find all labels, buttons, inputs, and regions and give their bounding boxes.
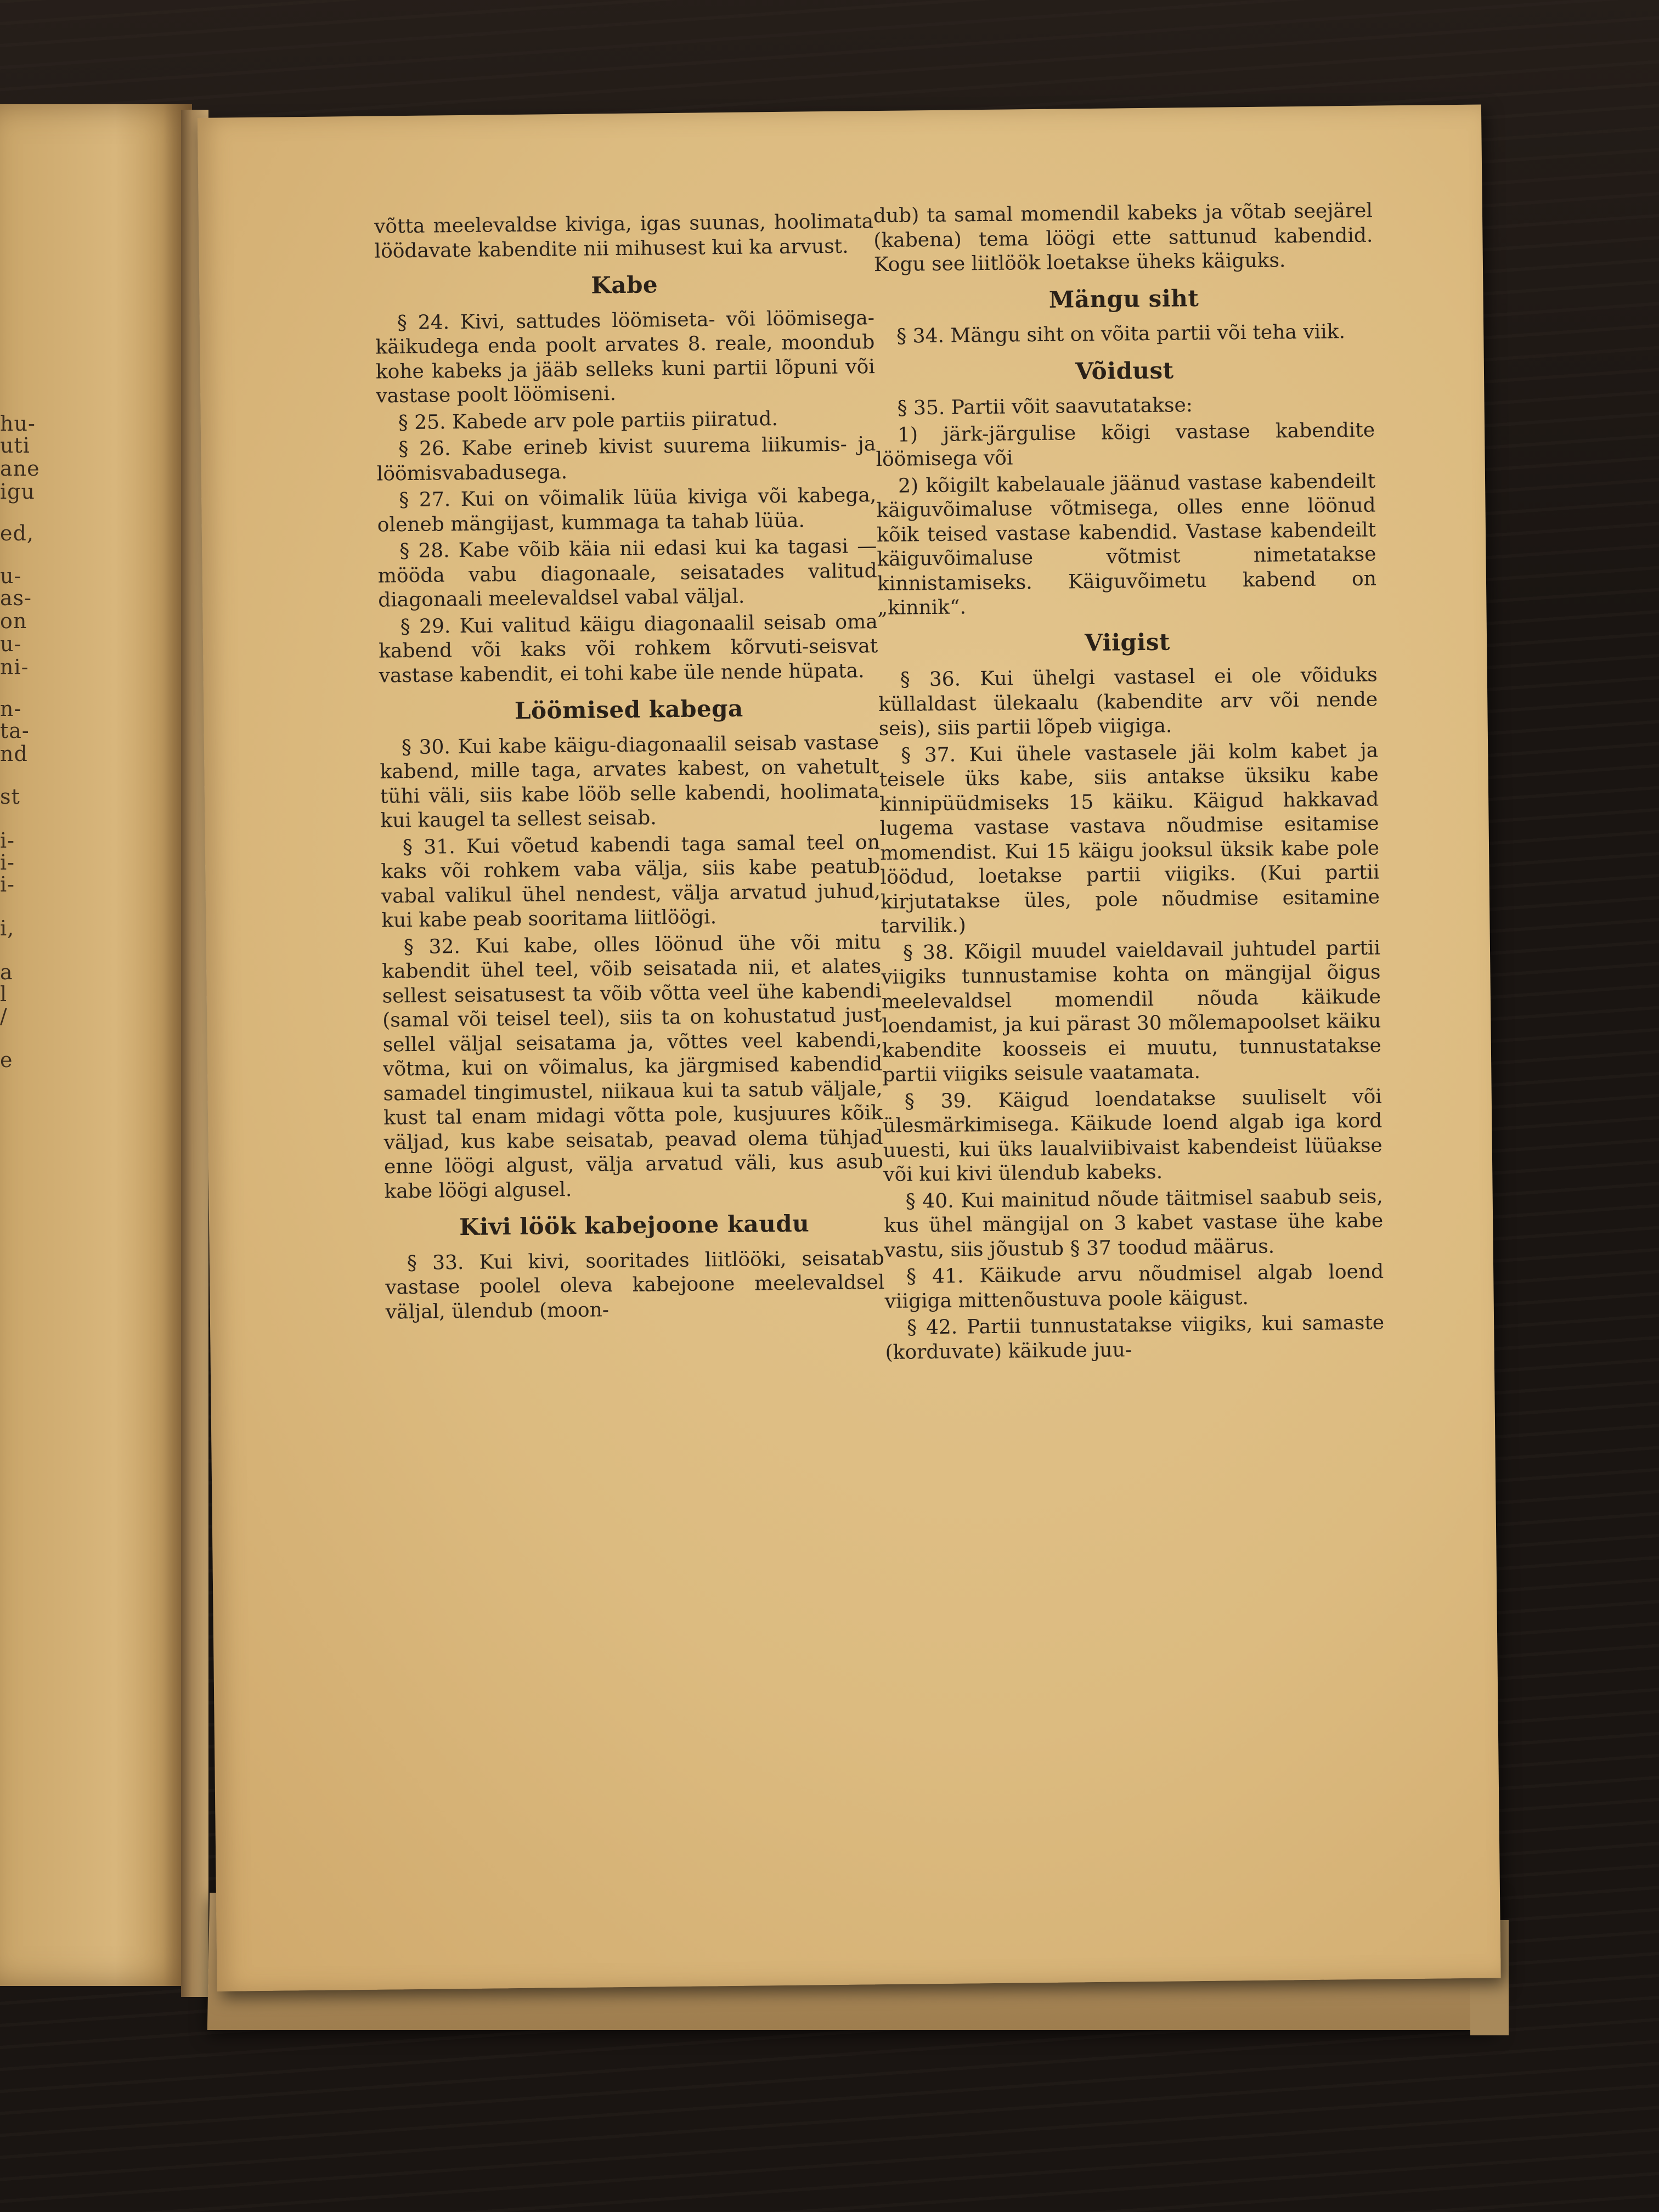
left-page-fragment: nd [0, 742, 28, 766]
section-heading: Viigist [1085, 628, 1171, 656]
section-heading: Löömised kabega [514, 695, 743, 725]
left-page-fragment: / [0, 1004, 8, 1028]
left-page-fragment: igu [0, 479, 35, 504]
paragraph: § 35. Partii võit saavutatakse: [897, 394, 1193, 420]
left-page-fragment: ed, [0, 521, 34, 545]
paragraph: § 39. Käigud loendatakse suuliselt või ülesmärkimisega. Käikude loend algab iga kord uuesti, kui üks laualviibivaist kabendeist lüüakse või kui kivi ülendub kabeks. [883, 1085, 1383, 1187]
left-page-fragment: st [0, 785, 20, 809]
paragraph: § 30. Kui kabe käigu-diagonaalil seisab vastase kabend, mille taga, arvates kabest, on vahetult tühi väli, siis kabe lööb selle kabendi, hoolimata kui kaugel ta sellest seisab. [380, 731, 880, 832]
section-heading: Kivi löök kabejoone kaudu [459, 1210, 810, 1241]
paragraph: § 38. Kõigil muudel vaieldavail juhtudel partii viigiks tunnustamise kohta on mängijal õigus meelevaldsel momendil nõuda käikude loendamist, ja kui pärast 30 mõlemapoolset käiku kabendite koosseis ei muutu, tunnustatakse partii viigiks seisule vaatamata. [881, 936, 1382, 1087]
left-page-fragment: ta- [0, 719, 30, 743]
paragraph: § 26. Kabe erineb kivist suurema liikumis- ja löömisvabadusega. [376, 433, 876, 486]
paragraph: § 42. Partii tunnustatakse viigiks, kui samaste (korduvate) käikude juu- [885, 1311, 1385, 1364]
paragraph: § 27. Kui on võimalik lüüa kiviga või kabega, oleneb mängijast, kummaga ta tahab lüüa. [377, 484, 877, 537]
left-page-fragment: a [0, 960, 13, 984]
paragraph: § 34. Mängu siht on võita partii või teha viik. [896, 320, 1346, 348]
left-facing-page [0, 104, 192, 1986]
left-page-fragment: i- [0, 828, 15, 853]
paragraph: § 32. Kui kabe, olles löönud ühe või mitu kabendit ühel teel, võib seisatada nii, et alates sellest seisatusest ta võib võtta veel ühe kabendi (samal või teisel teel), siis ta on kohustatud just sellel väljal seisatama ja, võttes veel kabendi, võtma, kui on võimalus, ka järgmised kabendid samadel tingimustel, niikaua kui ta satub väljale, kust tal enam midagi võtta pole, kusjuures kõik väljad, kus kabe seisatab, peavad olema tühjad enne löögi algust, välja arvatud väli, kus asub kabe löögi algusel. [382, 930, 884, 1203]
paragraph: § 40. Kui mainitud nõude täitmisel saabub seis, kus ühel mängijal on 3 kabet vastase ühe kabe vastu, siis jõustub § 37 toodud määrus. [884, 1184, 1384, 1262]
paragraph: § 36. Kui ühelgi vastasel ei ole võiduks küllaldast ülekaalu (kabendite arv või nende seis), siis partii lõpeb viigiga. [878, 663, 1378, 741]
section-heading: Mängu siht [1048, 284, 1199, 313]
paragraph: § 41. Käikude arvu nõudmisel algab loend viigiga mittenõustuva poole käigust. [884, 1260, 1384, 1313]
left-page-fragment: i, [0, 916, 15, 940]
paragraph: dub) ta samal momendil kabeks ja võtab seejärel (kabena) tema löögi ette sattunud kabendid. Kogu see liitlöök loetakse üheks käiguks. [873, 199, 1373, 276]
left-text-column [374, 210, 885, 1327]
left-page-fragment: i- [0, 872, 15, 896]
left-page-fragment: n- [0, 697, 22, 721]
paragraph: § 29. Kui valitud käigu diagonaalil seisab oma kabend või kaks või rohkem kõrvuti-seisvat vastase kabendit, ei tohi kabe üle nende hüpata. [378, 610, 878, 687]
left-page-fragment: i- [0, 850, 15, 874]
paragraph: § 24. Kivi, sattudes löömiseta- või löömisega-käikudega enda poolt arvates 8. reale, moondub kohe kabeks ja jääb selleks kuni partii lõpuni või vastase poolt löömiseni. [375, 306, 876, 408]
paragraph: § 28. Kabe võib käia nii edasi kui ka tagasi — mööda vabu diagonaale, seisatades valitud diagonaali meelevaldsel vabal väljal. [377, 535, 877, 612]
book-page [198, 104, 1501, 1991]
paragraph: § 31. Kui võetud kabendi taga samal teel on kaks või rohkem vaba välja, siis kabe peatub vabal valikul ühel nendest, välja arvatud juhud, kui kabe peab sooritama liitlöögi. [381, 831, 881, 932]
paragraph: 2) kõigilt kabelauale jäänud vastase kabendeilt käiguvõimaluse võtmisega, olles enne löönud kõik teised vastase kabendid. Vastase kabendeilt käiguvõimaluse võtmist nimetatakse kinnistamiseks. Käiguvõimetu kabend on „kinnik“. [876, 470, 1377, 620]
left-page-fragment: hu- [0, 411, 36, 436]
left-page-fragment: u- [0, 564, 22, 588]
paragraph: võtta meelevaldse kiviga, igas suunas, hoolimata löödavate kabendite nii mihusest kui ka arvust. [374, 210, 874, 263]
right-text-column [873, 199, 1385, 1367]
paragraph: § 37. Kui ühele vastasele jäi kolm kabet ja teisele üks kabe, siis antakse üksiku kabe kinnipüüdmiseks 15 käiku. Käigud hakkavad lugema vastase vastava nõudmise esitamise momendist. Kui 15 käigu jooksul üksik kabe pole löödud, loetakse partii viigiks. (Kui partii kirjutatakse üles, pole nõudmise esitamine tarvilik.) [879, 739, 1380, 938]
left-page-fragment: on [0, 609, 27, 633]
left-page-fragment: ni- [0, 655, 29, 679]
left-page-fragment: e [0, 1048, 13, 1072]
paragraph: 1) järk-järgulise kõigi vastase kabendite löömisega või [876, 419, 1375, 471]
left-page-fragment: u- [0, 632, 22, 656]
paragraph: § 33. Kui kivi, sooritades liitlööki, seisatab vastase poolel oleva kabejoone meelevaldsel väljal, ülendub (moon- [385, 1246, 885, 1324]
section-heading: Kabe [591, 271, 658, 299]
left-page-fragment: as- [0, 586, 32, 610]
left-page-fragment: uti [0, 433, 30, 458]
section-heading: Võidust [1075, 356, 1174, 385]
paragraph: § 25. Kabede arv pole partiis piiratud. [398, 407, 778, 434]
left-page-fragment: l [0, 982, 8, 1006]
left-page-fragment: ane [0, 456, 40, 481]
